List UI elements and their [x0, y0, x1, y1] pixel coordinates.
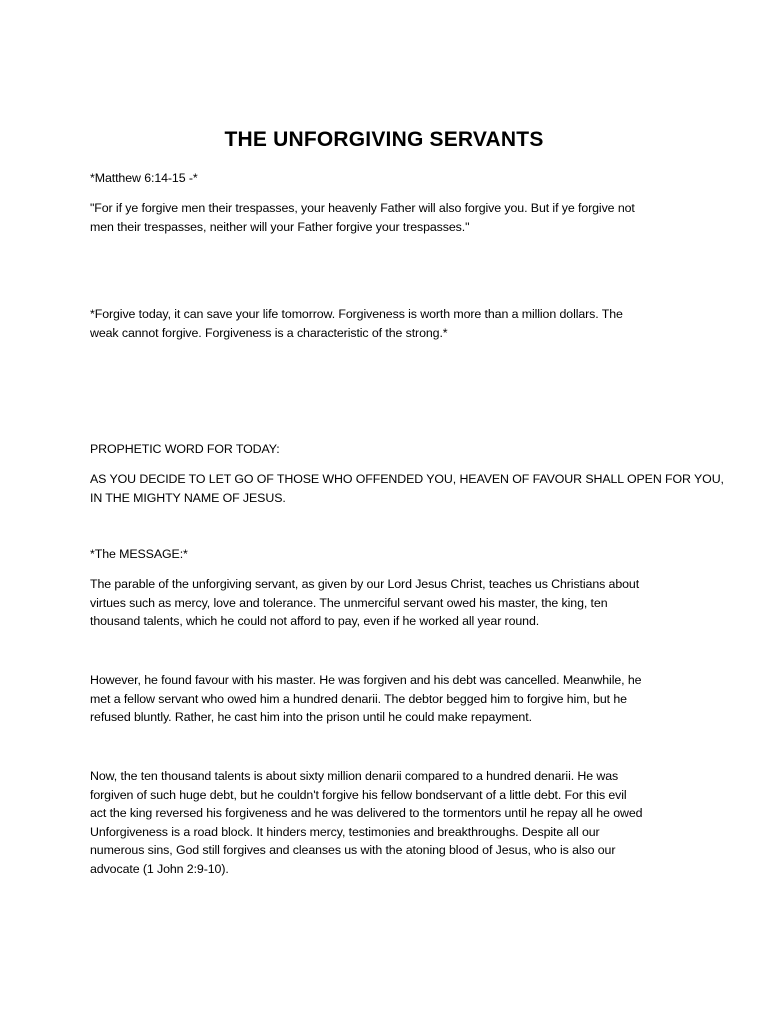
message-heading-line: *The MESSAGE:* — [90, 547, 188, 561]
message-line: The parable of the unforgiving servant, as given by our Lord Jesus Christ, teaches us Christians about — [90, 577, 640, 591]
quote-line: *Forgive today, it can save your life tomorrow. Forgiveness is worth more than a million dollars. The — [90, 307, 623, 321]
message-line: forgiven of such huge debt, but he couldn't forgive his fellow bondservant of a little debt. For this evil — [90, 787, 627, 802]
message-line: refused bluntly. Rather, he cast him into the prison until he could make repayment. — [90, 710, 532, 725]
quote-paragraph — [90, 305, 688, 342]
prophetic-word — [90, 470, 724, 507]
message-line: However, he found favour with his master. He was forgiven and his debt was cancelled. Meanwhile, he — [90, 673, 642, 687]
scripture-text — [90, 199, 688, 236]
message-line: Now, the ten thousand talents is about sixty million denarii compared to a hundred denarii. He was — [90, 769, 619, 783]
message-paragraph-3 — [90, 767, 688, 879]
message-line: met a fellow servant who owed him a hundred denarii. The debtor begged him to forgive him, but he — [90, 691, 627, 706]
message-line: virtues such as mercy, love and tolerance. The unmerciful servant owed his master, the king, ten — [90, 595, 608, 610]
message-paragraph-1 — [90, 575, 688, 631]
message-line: act the king reversed his forgiveness and he was delivered to the tormentors until he repay all he owed — [90, 806, 643, 821]
prophetic-heading — [90, 440, 688, 459]
document-title: THE UNFORGIVING SERVANTS — [224, 128, 544, 151]
message-paragraph-2 — [90, 671, 688, 727]
scripture-reference-line: *Matthew 6:14-15 -* — [90, 171, 198, 185]
message-line: Unforgiveness is a road block. It hinders mercy, testimonies and breakthroughs. Despite all our — [90, 824, 600, 839]
message-line: advocate (1 John 2:9-10). — [90, 861, 229, 876]
prophetic-word-line: AS YOU DECIDE TO LET GO OF THOSE WHO OFFENDED YOU, HEAVEN OF FAVOUR SHALL OPEN FOR YOU, — [90, 472, 724, 486]
scripture-line: "For if ye forgive men their trespasses, your heavenly Father will also forgive you. But if ye forgive not — [90, 201, 635, 215]
message-line: numerous sins, God still forgives and cleanses us with the atoning blood of Jesus, who is also our — [90, 843, 616, 858]
message-heading — [90, 545, 688, 564]
prophetic-heading-line: PROPHETIC WORD FOR TODAY: — [90, 442, 280, 456]
quote-line: weak cannot forgive. Forgiveness is a characteristic of the strong.* — [90, 325, 448, 340]
scripture-reference — [90, 169, 688, 188]
scripture-line: men their trespasses, neither will your Father forgive your trespasses." — [90, 219, 470, 234]
prophetic-word-line: IN THE MIGHTY NAME OF JESUS. — [90, 490, 286, 505]
message-line: thousand talents, which he could not afford to pay, even if he worked all year round. — [90, 614, 540, 629]
